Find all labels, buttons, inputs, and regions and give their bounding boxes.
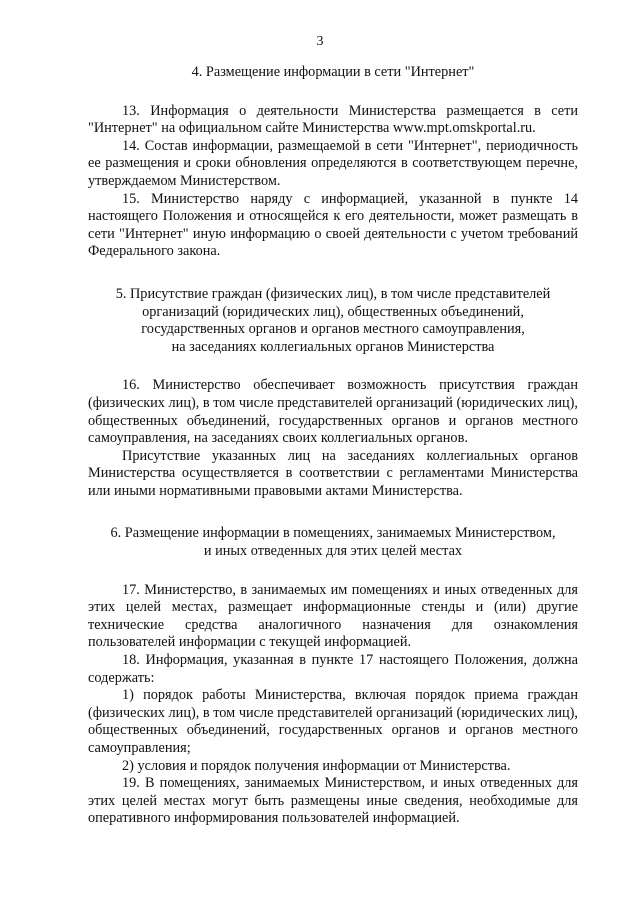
- page-number: 3: [316, 34, 324, 49]
- paragraph-17: 17. Министерство, в занимаемых им помещениях и иных отведенных для этих целей местах, размещает информационные стенды и (или) другие технические средства аналогичного назначения для ознакомления пользователей информации с текущей информацией.: [88, 581, 578, 651]
- section-heading-5-line: на заседаниях коллегиальных органов Министерства: [171, 338, 495, 355]
- paragraph-15: 15. Министерство наряду с информацией, указанной в пункте 14 настоящего Положения и относящейся к его деятельности, может размещать в сети "Интернет" иную информацию о своей деятельности с учетом требований Федерального закона.: [88, 190, 578, 260]
- paragraph-13: 13. Информация о деятельности Министерства размещается в сети "Интернет" на официальном сайте Министерства www.mpt.omskportal.ru.: [88, 102, 578, 137]
- paragraph-14: 14. Состав информации, размещаемой в сети "Интернет", периодичность ее размещения и сроки обновления определяются в соответствующем перечне, утверждаемом Министерством.: [88, 137, 578, 189]
- section-heading-4: 4. Размещение информации в сети "Интернет": [191, 64, 475, 80]
- section-heading-5-line: государственных органов и органов местного самоуправления,: [141, 321, 525, 338]
- section-heading-5-line: 5. Присутствие граждан (физических лиц), в том числе представителей: [115, 285, 551, 302]
- section-heading-6: [88, 525, 578, 560]
- paragraph-18-item-2: 2) условия и порядок получения информации от Министерства.: [122, 757, 511, 774]
- section-heading-5: [88, 286, 578, 356]
- section-heading-5-line: организаций (юридических лиц), общественных объединений,: [142, 303, 524, 320]
- paragraph-16-continued: Присутствие указанных лиц на заседаниях коллегиальных органов Министерства осуществляется в соответствии с регламентами Министерства или иными нормативными правовыми актами Министерства.: [88, 447, 578, 499]
- section-heading-6-line: 6. Размещение информации в помещениях, занимаемых Министерством,: [110, 525, 556, 542]
- paragraph-19: 19. В помещениях, занимаемых Министерством, и иных отведенных для этих целей местах могут быть размещены иные сведения, необходимые для оперативного информирования пользователей информацией.: [88, 775, 578, 827]
- paragraph-16: 16. Министерство обеспечивает возможность присутствия граждан (физических лиц), в том числе представителей организаций (юридических лиц), общественных объединений, государственных органов и органов местного самоуправления, на заседаниях своих коллегиальных органов.: [88, 377, 578, 447]
- document-body: [88, 64, 578, 828]
- paragraph-18-item-1: 1) порядок работы Министерства, включая порядок приема граждан (физических лиц), в том числе представителей организаций (юридических лиц), общественных объединений, государственных органов и органов местного самоуправления;: [88, 687, 578, 756]
- paragraph-18: 18. Информация, указанная в пункте 17 настоящего Положения, должна содержать:: [88, 652, 578, 686]
- section-heading-6-line: и иных отведенных для этих целей местах: [203, 543, 463, 560]
